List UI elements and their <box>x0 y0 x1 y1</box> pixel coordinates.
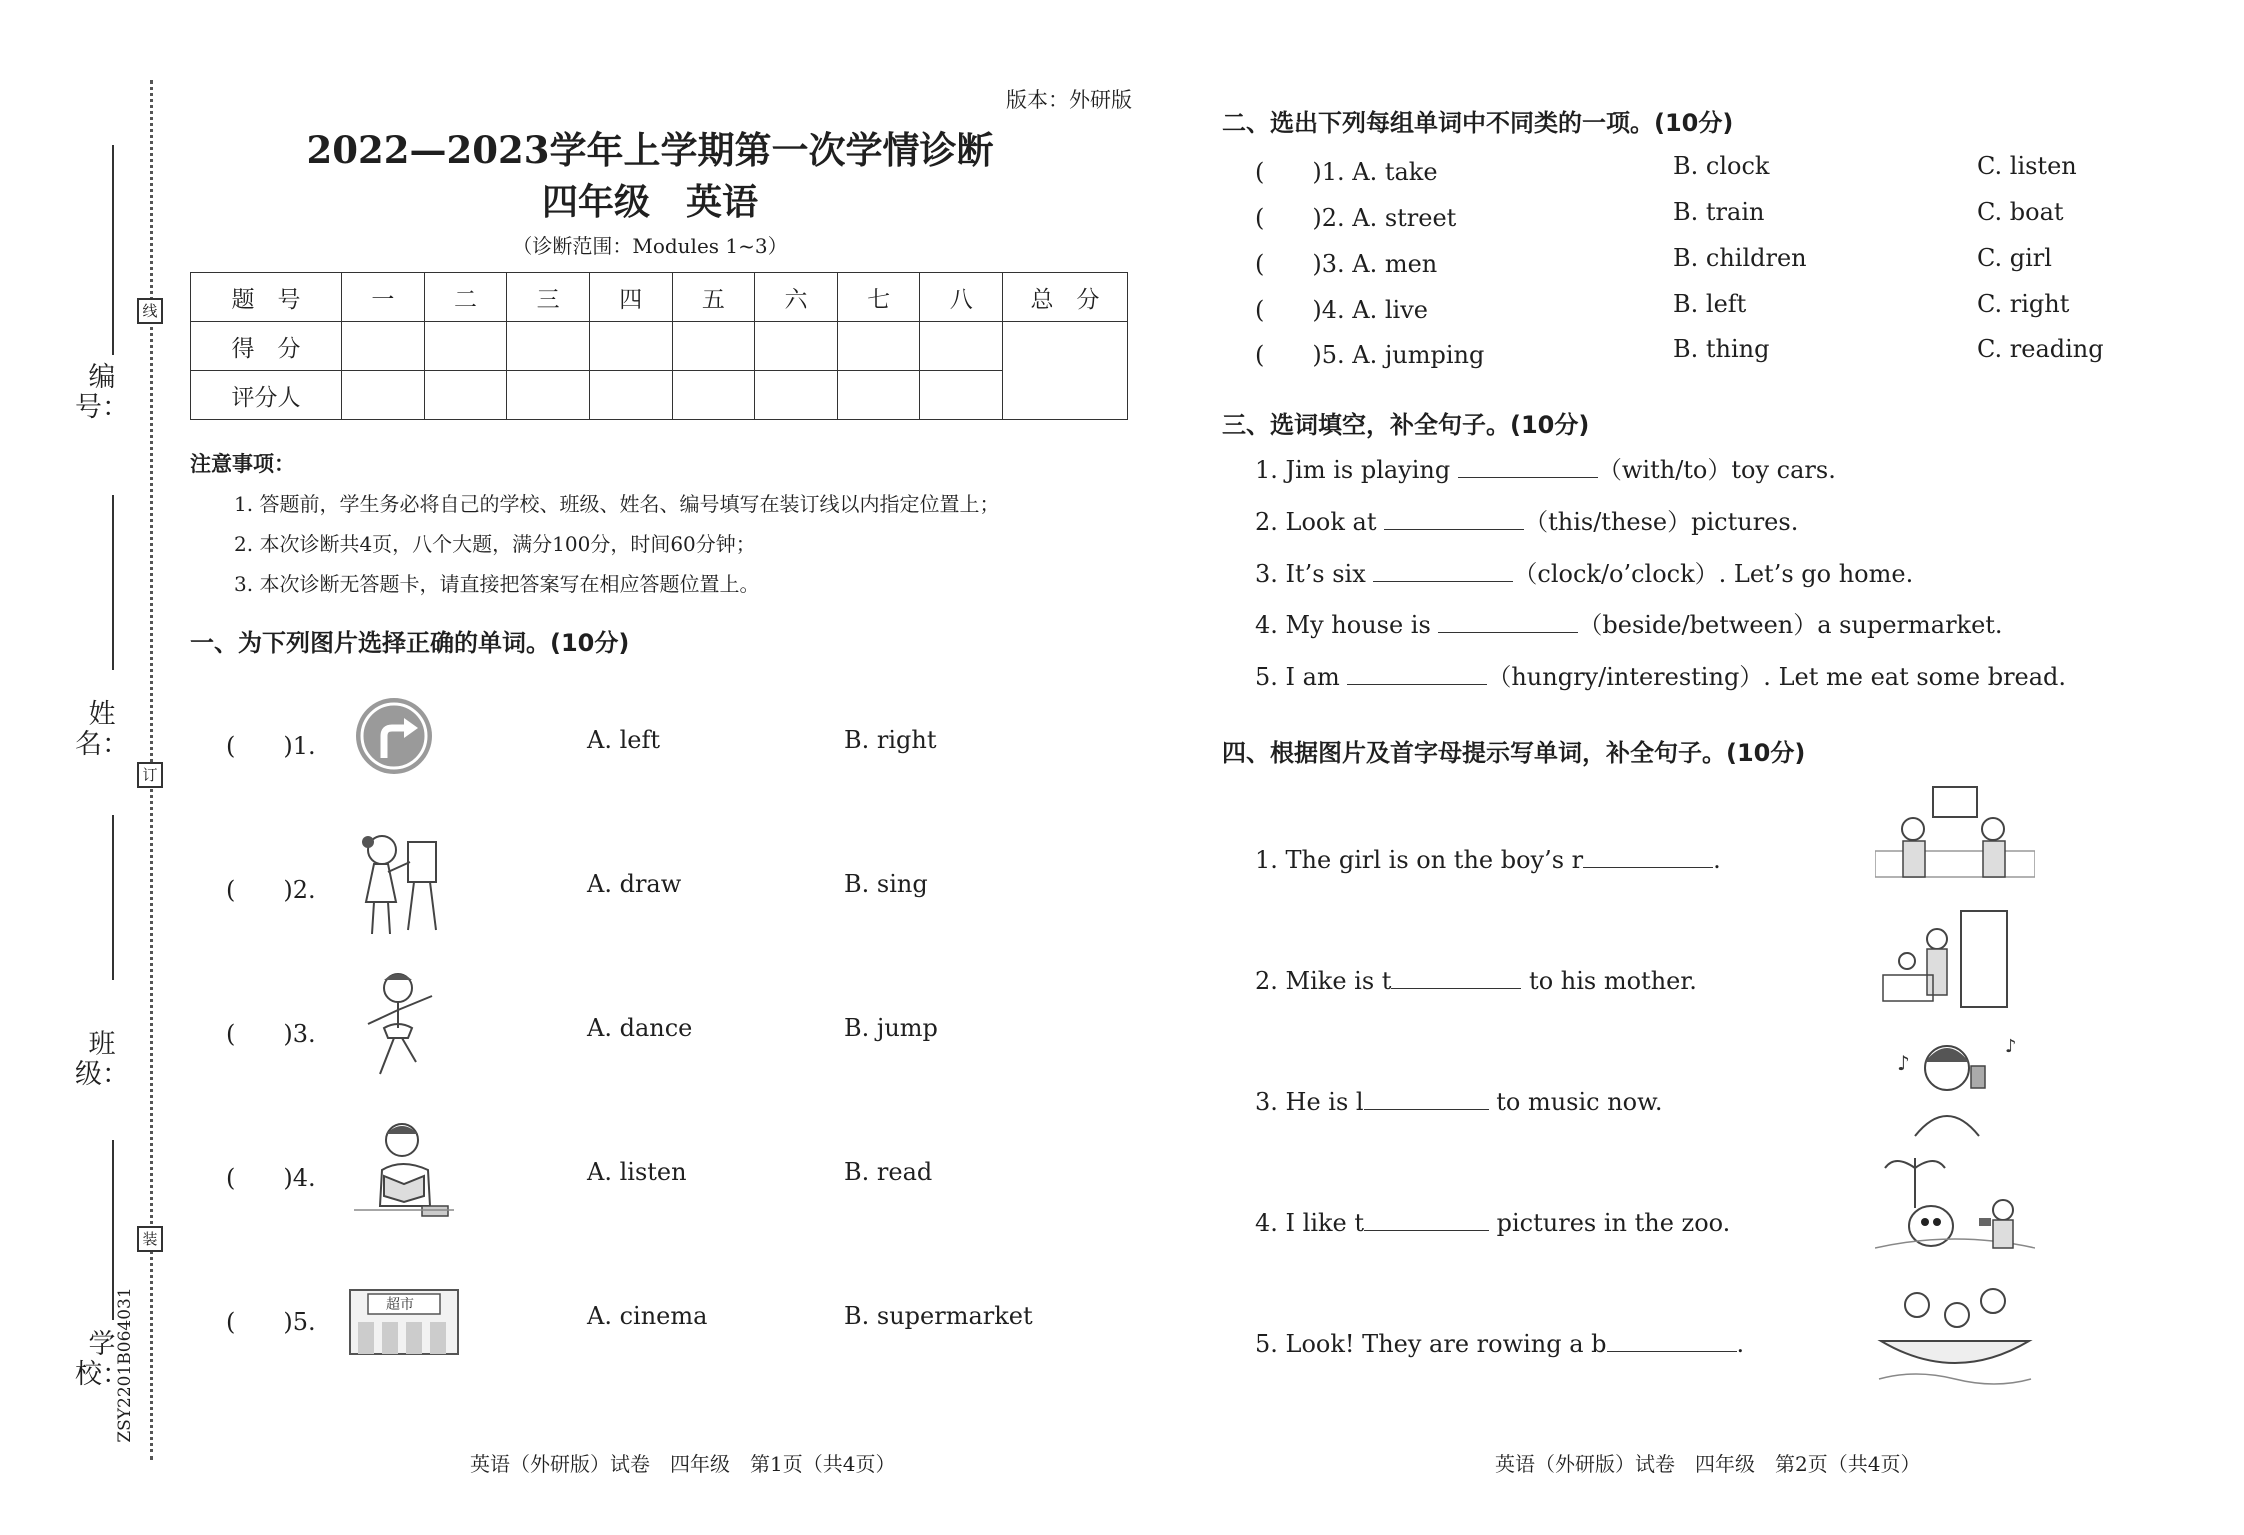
section2-question-1 <box>1255 152 2115 188</box>
grader-cell[interactable] <box>755 371 838 420</box>
sentence-end: . <box>1713 846 1721 874</box>
answer-blank[interactable] <box>1384 507 1524 530</box>
note-item: 3. 本次诊断无答题卡，请直接把答案写在相应答题位置上。 <box>234 572 760 596</box>
family-rowing-boat-icon <box>1875 1275 2035 1390</box>
option-a: A. dance <box>587 1014 693 1042</box>
man-listening-music-icon <box>1875 1026 2035 1141</box>
score-cell[interactable] <box>755 322 838 371</box>
supermarket-building-icon <box>344 1254 464 1374</box>
sentence-start: 1. Jim is playing <box>1255 456 1458 484</box>
answer-blank[interactable] <box>1458 455 1598 478</box>
svg-text:♪: ♪ <box>2005 1036 2017 1057</box>
section3-question-4 <box>1255 605 2003 640</box>
note-item: 2. 本次诊断共4页，八个大题，满分100分，时间60分钟； <box>234 532 756 556</box>
sentence-start: 4. I like t <box>1255 1209 1365 1237</box>
section2-question-3 <box>1255 244 2115 280</box>
answer-blank[interactable] <box>1364 1208 1489 1231</box>
option-b: B. children <box>1673 244 1807 272</box>
answer-blank[interactable] <box>1438 610 1578 633</box>
answer-bracket[interactable]: ( )2. <box>226 876 316 904</box>
sentence-start: 2. Look at <box>1255 508 1385 536</box>
section4-question-4 <box>1255 1208 1730 1237</box>
supermarket-sign-text: 超市 <box>386 1297 414 1313</box>
section4-question-5 <box>1255 1329 1744 1358</box>
section1-heading: 一、为下列图片选择正确的单词。(10分) <box>190 629 630 657</box>
footer-page-2: 英语（外研版）试卷 四年级 第2页（共4页） <box>1495 1452 1921 1476</box>
girl-drawing-icon <box>344 822 464 942</box>
boy-talking-mother-icon <box>1875 905 2035 1020</box>
section3-question-3 <box>1255 554 1913 589</box>
note-item: 1. 答题前，学生务必将自己的学校、班级、姓名、编号填写在装订线以内指定位置上； <box>234 492 1000 516</box>
page-subtitle: 四年级 英语 <box>541 181 758 223</box>
question-a[interactable]: ( )3. A. men <box>1255 250 1438 278</box>
section2-question-4 <box>1255 290 2115 326</box>
option-b: B. sing <box>844 870 928 898</box>
section1-question-1 <box>226 670 1046 810</box>
section1-question-5 <box>226 1246 1046 1386</box>
option-c: C. girl <box>1977 244 2052 272</box>
option-b: B. clock <box>1673 152 1770 180</box>
question-a[interactable]: ( )4. A. live <box>1255 296 1428 324</box>
option-b: B. read <box>844 1158 933 1186</box>
option-a: A. draw <box>587 870 682 898</box>
score-col-3: 三 <box>507 273 590 322</box>
grader-cell[interactable] <box>342 371 425 420</box>
option-b: B. jump <box>844 1014 938 1042</box>
children-seated-icon <box>1875 785 2035 900</box>
grader-cell[interactable] <box>920 371 1003 420</box>
class-write-line <box>112 815 114 980</box>
sentence-end: pictures in the zoo. <box>1489 1209 1731 1237</box>
option-b: B. thing <box>1673 335 1770 363</box>
sentence-end: to his mother. <box>1521 967 1697 995</box>
option-c: C. reading <box>1977 335 2104 363</box>
binding-marker-bind: 订 <box>137 762 163 788</box>
score-total-cell[interactable] <box>1003 322 1128 420</box>
option-b: B. right <box>844 726 937 754</box>
id-label: 编号： <box>75 362 129 424</box>
class-label: 班级： <box>75 1029 129 1091</box>
score-cell[interactable] <box>507 322 590 371</box>
right-turn-sign-icon <box>344 678 464 798</box>
footer-page-1: 英语（外研版）试卷 四年级 第1页（共4页） <box>470 1452 896 1476</box>
section1-question-3 <box>226 958 1046 1098</box>
section4-question-1 <box>1255 845 1721 874</box>
page-title: 2022—2023学年上学期第一次学情诊断 <box>306 128 994 172</box>
answer-bracket[interactable]: ( )1. <box>226 732 316 760</box>
score-col-7: 七 <box>837 273 920 322</box>
grader-cell[interactable] <box>837 371 920 420</box>
section1-question-2 <box>226 814 1046 954</box>
score-table <box>190 272 1128 420</box>
answer-blank[interactable] <box>1583 845 1713 868</box>
score-col-1: 一 <box>342 273 425 322</box>
sentence-end: （beside/between）a supermarket. <box>1578 611 2003 639</box>
section3-heading: 三、选词填空，补全句子。(10分) <box>1222 411 1590 439</box>
option-c: C. right <box>1977 290 2070 318</box>
binding-marker-line: 线 <box>137 298 163 324</box>
grader-row-label: 评分人 <box>191 371 342 420</box>
school-write-line <box>112 1140 114 1320</box>
boy-reading-icon <box>344 1110 464 1230</box>
score-row-label: 得 分 <box>191 322 342 371</box>
score-cell[interactable] <box>672 322 755 371</box>
section1-question-4 <box>226 1102 1046 1242</box>
score-cell[interactable] <box>342 322 425 371</box>
answer-blank[interactable] <box>1364 1087 1489 1110</box>
question-a[interactable]: ( )2. A. street <box>1255 204 1457 232</box>
exam-scope: （诊断范围：Modules 1~3） <box>512 234 788 258</box>
score-total-label: 总 分 <box>1003 273 1128 322</box>
svg-text:♪: ♪ <box>1897 1051 1910 1075</box>
grader-cell[interactable] <box>507 371 590 420</box>
sentence-start: 5. Look! They are rowing a b <box>1255 1330 1607 1358</box>
option-a: A. listen <box>587 1158 687 1186</box>
notes-heading: 注意事项： <box>190 451 295 476</box>
school-label: 学校： <box>75 1329 129 1391</box>
section3-question-1 <box>1255 450 1836 485</box>
grader-cell[interactable] <box>424 371 507 420</box>
option-a: A. cinema <box>587 1302 708 1330</box>
id-write-line <box>112 145 114 355</box>
answer-bracket[interactable]: ( )4. <box>226 1164 316 1192</box>
score-cell[interactable] <box>920 322 1003 371</box>
name-write-line <box>112 495 114 670</box>
option-b: B. left <box>1673 290 1747 318</box>
name-label: 姓名： <box>75 699 129 761</box>
binding-marker-mount: 装 <box>137 1226 163 1252</box>
section3-question-5 <box>1255 657 2066 692</box>
answer-bracket[interactable]: ( )3. <box>226 1020 316 1048</box>
score-cell[interactable] <box>589 322 672 371</box>
answer-blank[interactable] <box>1347 662 1487 685</box>
option-a: A. left <box>587 726 660 754</box>
score-col-8: 八 <box>920 273 1003 322</box>
sentence-start: 5. I am <box>1255 663 1348 691</box>
option-b: B. supermarket <box>844 1302 1033 1330</box>
option-c: C. listen <box>1977 152 2077 180</box>
answer-bracket[interactable]: ( )5. <box>226 1308 316 1336</box>
sentence-start: 1. The girl is on the boy’s r <box>1255 846 1584 874</box>
grader-cell[interactable] <box>672 371 755 420</box>
section2-question-5 <box>1255 335 2115 371</box>
sentence-start: 2. Mike is t <box>1255 967 1392 995</box>
sentence-start: 3. It’s six <box>1255 560 1374 588</box>
score-col-6: 六 <box>755 273 838 322</box>
score-col-2: 二 <box>424 273 507 322</box>
sentence-end: （hungry/interesting）. Let me eat some bread. <box>1487 663 2067 691</box>
sentence-end: （with/to）toy cars. <box>1597 456 1836 484</box>
section3-question-2 <box>1255 502 1798 537</box>
answer-blank[interactable] <box>1607 1329 1737 1352</box>
answer-blank[interactable] <box>1373 559 1513 582</box>
question-a[interactable]: ( )5. A. jumping <box>1255 341 1485 369</box>
sentence-end: . <box>1736 1330 1745 1358</box>
sentence-end: （this/these）pictures. <box>1524 508 1799 536</box>
section2-heading: 二、选出下列每组单词中不同类的一项。(10分) <box>1222 109 1734 137</box>
sentence-end: to music now. <box>1488 1088 1663 1116</box>
section4-question-2 <box>1255 966 1697 995</box>
sentence-end: （clock/o’clock）. Let’s go home. <box>1513 560 1914 588</box>
boy-photographing-panda-icon <box>1875 1148 2035 1263</box>
girl-dancing-icon <box>344 966 464 1086</box>
sentence-start: 4. My house is <box>1255 611 1439 639</box>
score-cell[interactable] <box>837 322 920 371</box>
section2-question-2 <box>1255 198 2115 234</box>
answer-blank[interactable] <box>1391 966 1521 989</box>
question-a[interactable]: ( )1. A. take <box>1255 158 1438 186</box>
section4-question-3 <box>1255 1087 1662 1116</box>
sentence-start: 3. He is l <box>1255 1088 1364 1116</box>
section4-heading: 四、根据图片及首字母提示写单词，补全句子。(10分) <box>1222 739 1806 767</box>
option-c: C. boat <box>1977 198 2064 226</box>
option-b: B. train <box>1673 198 1765 226</box>
paper-code: ZSY2201B064031 <box>115 1287 135 1443</box>
score-col-4: 四 <box>589 273 672 322</box>
edition-label: 版本：外研版 <box>1006 88 1132 112</box>
score-col-5: 五 <box>672 273 755 322</box>
grader-cell[interactable] <box>589 371 672 420</box>
score-cell[interactable] <box>424 322 507 371</box>
score-header-label: 题 号 <box>191 273 342 322</box>
